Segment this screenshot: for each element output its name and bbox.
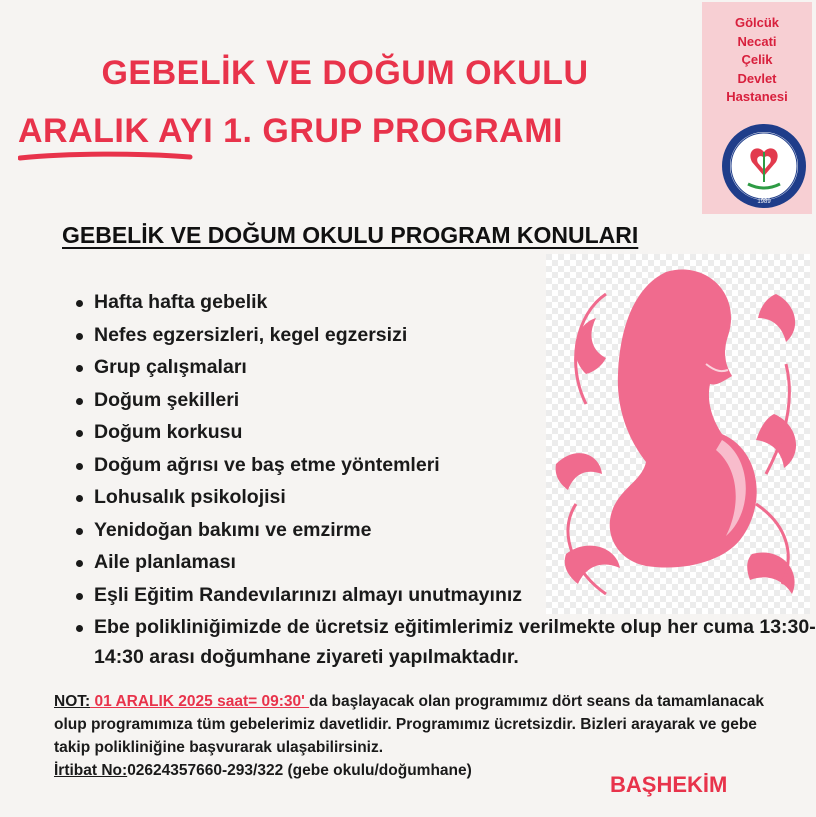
topics-list [72,286,816,672]
note-paragraph [54,690,794,782]
list-item: Yenidoğan bakımı ve emzirme [72,514,816,547]
list-item: Ebe polikliniğimizde de ücretsiz eğitimlerimiz verilmekte olup her cuma 13:30-14:30 arası doğumhane ziyareti yapılmaktadır. [72,611,816,672]
note-label: NOT: [54,693,91,710]
list-item: Doğum ağrısı ve baş etme yöntemleri [72,449,816,482]
list-item: Doğum şekilleri [72,384,816,417]
title-underline-swoosh [18,150,193,164]
contact-label: İrtibat No: [54,762,128,779]
hospital-logo-year: 1989 [757,199,771,205]
note-date: 01 ARALIK 2025 saat= 09:30' [90,693,310,710]
contact-value: 02624357660-293/322 (gebe okulu/doğumhane) [127,762,472,779]
list-item: Grup çalışmaları [72,351,816,384]
title-line-2: ARALIK AYI 1. GRUP PROGRAMI [18,112,563,150]
section-title: GEBELİK VE DOĞUM OKULU PROGRAM KONULARI [62,222,639,248]
list-item: Doğum korkusu [72,416,816,449]
list-item: Nefes egzersizleri, kegel egzersizi [72,319,816,352]
list-item: Hafta hafta gebelik [72,286,816,319]
list-item: Aile planlaması [72,546,816,579]
list-item: Lohusalık psikolojisi [72,481,816,514]
hospital-badge [702,2,812,214]
hospital-name: Gölcük Necati Çelik Devlet Hastanesi [726,15,788,104]
title-line-1: GEBELİK VE DOĞUM OKULU [101,54,589,92]
list-item: Eşli Eğitim Randevılarınızı almayı unutmayınız [72,579,816,612]
note-text: da başlayacak olan programımız dört seans da tamamlanacak olup programımıza tüm gebelerimiz davetlidir. Programımız ücretsizdir. Bizleri arayarak ve gebe takip polikliniğine başvurarak ulaşabilirsiniz. [54,693,764,756]
hospital-logo [720,122,808,210]
signature-title: BAŞHEKİM [610,772,728,797]
